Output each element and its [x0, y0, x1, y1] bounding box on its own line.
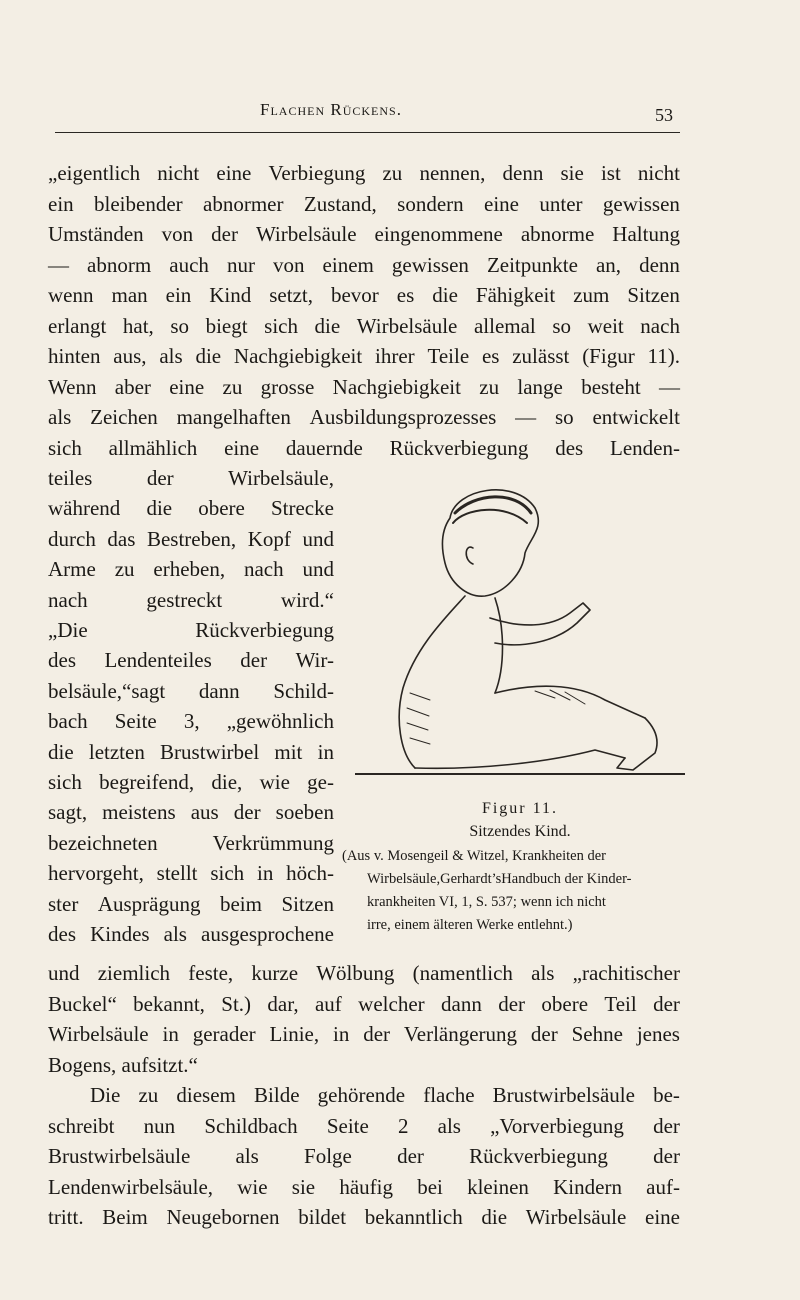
text-line: schreibt nun Schildbach Seite 2 als „Vorverbiegung der: [48, 1113, 680, 1138]
text-line: durch das Bestreben, Kopf und: [48, 526, 334, 551]
figure-note-line: irre, einem älteren Werke entlehnt.): [367, 917, 573, 933]
text-line: bezeichneten Verkrümmung: [48, 830, 334, 855]
text-line: und ziemlich feste, kurze Wölbung (namentlich als „rachitischer: [48, 961, 680, 985]
figure-note-line: Wirbelsäule,Gerhardt’sHandbuch der Kinder-: [367, 871, 632, 887]
text-line: Brustwirbelsäule als Folge der Rückverbiegung der: [48, 1144, 680, 1168]
text-line: wenn man ein Kind setzt, bevor es die Fähigkeit zum Sitzen: [48, 283, 680, 307]
text-line: als Zeichen mangelhaften Ausbildungsprozesses — so entwickelt: [48, 405, 680, 429]
text-line: Arme zu erheben, nach und: [48, 557, 334, 582]
text-line: Wenn aber eine zu grosse Nachgiebigkeit zu lange besteht —: [48, 374, 680, 399]
text-line: hervorgeht, stellt sich in höch-: [48, 861, 334, 886]
text-line: bach Seite 3, „gewöhnlich: [48, 709, 334, 734]
text-line: nach gestreckt wird.“: [48, 587, 334, 612]
text-line: Die zu diesem Bilde gehörende flache Brustwirbelsäule be-: [90, 1083, 680, 1107]
text-line: sich allmählich eine dauernde Rückverbiegung des Lenden-: [48, 435, 680, 460]
figure-title: Sitzendes Kind.: [469, 823, 571, 840]
text-line: während die obere Strecke: [48, 496, 334, 521]
text-line: „Die Rückverbiegung: [48, 618, 334, 642]
text-line: ster Ausprägung beim Sitzen: [48, 891, 334, 916]
figure-note: [342, 845, 684, 937]
figure-sitting-child: [355, 478, 685, 778]
text-line: sich begreifend, die, wie ge-: [48, 770, 334, 794]
text-line: sagt, meistens aus der soeben: [48, 800, 334, 825]
figure-number: Figur 11.: [481, 800, 559, 817]
text-line: Bogens, aufsitzt.“: [48, 1052, 198, 1077]
text-line: ein bleibender abnormer Zustand, sondern eine unter gewissen: [48, 191, 680, 216]
text-line: erlangt hat, so biegt sich die Wirbelsäule allemal so weit nach: [48, 313, 680, 338]
figure-note-line: (Aus v. Mosengeil & Witzel, Krankheiten der: [342, 848, 606, 864]
page-number: 53: [655, 105, 673, 125]
text-line: die letzten Brustwirbel mit in: [48, 739, 334, 764]
text-line: Wirbelsäule in gerader Linie, in der Verlängerung der Sehne jenes: [48, 1022, 680, 1046]
running-header: Flachen Rückens.: [260, 100, 402, 119]
sitting-child-illustration: [355, 478, 685, 778]
header-rule: [55, 132, 680, 133]
figure-note-line: krankheiten VI, 1, S. 537; wenn ich nicht: [367, 894, 606, 910]
text-line: des Lendenteiles der Wir-: [48, 648, 334, 673]
text-line: Umständen von der Wirbelsäule eingenommene abnorme Haltung: [48, 222, 680, 246]
text-line: Lendenwirbelsäule, wie sie häufig bei kleinen Kindern auf-: [48, 1174, 680, 1199]
text-line: tritt. Beim Neugebornen bildet bekanntlich die Wirbelsäule eine: [48, 1205, 680, 1229]
text-line: des Kindes als ausgesprochene: [48, 922, 334, 946]
text-line: teiles der Wirbelsäule,: [48, 466, 334, 490]
text-line: Buckel“ bekannt, St.) dar, auf welcher dann der obere Teil der: [48, 991, 680, 1016]
text-line: hinten aus, als die Nachgiebigkeit ihrer Teile es zulässt (Figur 11).: [48, 344, 680, 368]
text-line: — abnorm auch nur von einem gewissen Zeitpunkte an, denn: [48, 252, 680, 277]
text-line: belsäule,“sagt dann Schild-: [48, 678, 334, 703]
text-line: „eigentlich nicht eine Verbiegung zu nennen, denn sie ist nicht: [48, 161, 680, 185]
